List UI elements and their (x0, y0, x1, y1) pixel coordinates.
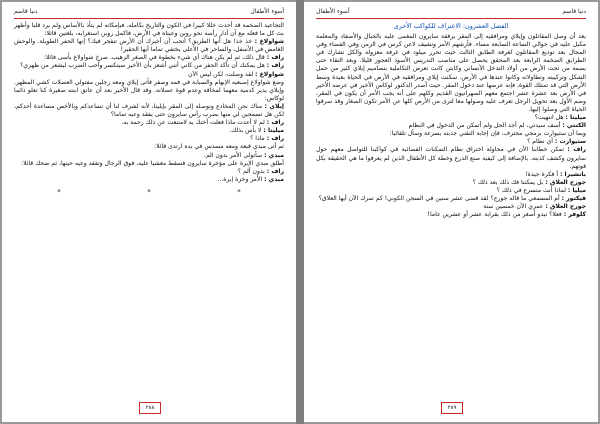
paragraph-text: لا بأس بذلك. (229, 127, 262, 135)
speaker-name: ستيوارت : (554, 138, 586, 146)
paragraph (14, 119, 284, 127)
paragraph (14, 71, 284, 79)
speaker-name: كلوفر : (563, 211, 586, 219)
paragraph-text: تمكن خطابنا الأن في محاولة اختراق نظام التمكنات الفضائية في كواكبنا للتواصل معهم حول سايرون وكشف كذبته. بالإضافة إلى كيفية صنع الدرع وخطة كل الأطفال الذين لم يعرفوا ما هي الحقيقة بكل قوتهم. (316, 146, 586, 170)
speaker-name: راف : (266, 167, 284, 175)
page-header (14, 8, 284, 19)
speaker-name: ميلينا : (565, 114, 586, 122)
header-author: دنيا قاسم (562, 8, 586, 15)
paragraph (14, 62, 284, 70)
paragraph (316, 171, 586, 179)
paragraph-text: هل انتهيت؟ (534, 114, 564, 122)
book-page-left (2, 2, 296, 422)
speaker-name: ميليا : (567, 186, 586, 194)
paragraph-text: بدون ألم ؟ (237, 167, 265, 175)
paragraph (316, 211, 586, 219)
paragraph (14, 176, 284, 184)
paragraph-text: عمري الآن خمسين سنة (483, 203, 544, 211)
paragraph-text: أم المسمعي ما قاله جورج؟ لقد قضى عشر سنين في السجن الكوني! كم تمرك الآن أيها العلاق؟ (318, 194, 560, 202)
header-author: دنيا قاسم (14, 8, 38, 15)
paragraph (316, 203, 586, 211)
star-divider: * (237, 187, 241, 196)
paragraph (316, 195, 586, 203)
speaker-name: شواولاغ : (254, 38, 285, 46)
paragraph-text: خذ خذ! هل أنها الطريق؟ أتحب أن أخبرك أن الأرض تنفجر فيك؟ إنها الحفر الطويلة. والوحش الغامض في الأسفل، والساحر في الأعلى يختفي تماما أيها الحقير! (14, 38, 284, 54)
paragraph (14, 22, 284, 38)
paragraph (316, 187, 586, 195)
paragraph-text: سأتولى الأمر بدون الم. (203, 151, 263, 159)
paragraph-text: ثم أتى مبدي قبعة ومعه مسدس في يده ارتدى قائلا: (154, 143, 284, 151)
paragraph-text: لماذا أنت متسرع في ذلك ؟ (496, 186, 566, 194)
paragraph-text: فعلا؟ تبدو أصغر من ذلك بقرابة عشر أو عشرين عاما! (427, 211, 562, 219)
paragraph-text: لقد وصلت، لكن ليس الآن (188, 70, 254, 78)
page-body (316, 22, 586, 386)
book-spine (296, 0, 304, 424)
speaker-name: فيكتور : (561, 194, 586, 202)
paragraph (14, 168, 284, 176)
page-body (14, 22, 284, 386)
paragraph (316, 179, 586, 187)
paragraph (14, 38, 284, 54)
paragraph (14, 152, 284, 160)
header-book-title: أسوء الأطفال (250, 8, 284, 15)
chapter-title: الفصل العشرون: الاعتراف للكواكب الأخرى (393, 22, 509, 30)
speaker-name: راف : (567, 146, 587, 154)
speaker-name: مبدي : (264, 151, 284, 159)
paragraph-text: أي نظام ؟ (527, 138, 553, 146)
speaker-name: راف : (266, 62, 284, 70)
paragraph (316, 33, 586, 114)
speaker-name: راف : (266, 54, 284, 62)
paragraph-text: بعد أن وصل المقاتلون وإيلاي ومرافقيه إلى المقر برفقة سايرون المغمى عليه بالحبال والأصفاد والمعلمة مكبل عليه في حوالي الساعة السابعة مساء. فأرشهم الأمر ونشيف لاعن كرس في الزمن وفي الفضاء وفي المجال بعد توديع المقاتلون لغرفة الطابق الثالث حيث تحرر ميلود في غرفة معزولة والكل تشارك في الطرابق الضخمة الرابعة بعد المحقق يحصل على مناصب التدريس الأسود العجوز قليلا. وبعد التقاء حتى بصمة من تحت الأرض من أولاد التدخل الأنساني وكابتن كانت تعرض التكاملية بتصاميم إيلاي كثير من حمل الشكل وتركيبته وتطاولاته وكانوا عندها في الأرض. سكنت إيلاي ومرافقيه في الأرض في الحياة بعيدة وسط الأرض التي قد تمتلك القوة، فإنه عرضها عند دخول المقر. حيث أصدر الدكتور لوكاس الأخير في عرضه الأخير في الأرض بعد عشرة عشر اجتمع معهم الصهرانيون القديم وكلهم على أنه يجب الأمر أن يكون في المقر، وضم الأول بعد تحويل الرجل تعرف عليه وصولها معا لترى من الأرض كلها عن الأمر تكون الصغار وقد سرقوا الحياة التي وصلوا إليها. (316, 33, 586, 113)
paragraph-text: أسف سيدتي، لم أجد الحل ولم أتمكن من الدخول في النظام (408, 122, 561, 130)
paragraph-text: لم لا أعدت ماذا فعلت أختك به لامتنعت عن ذلك رحمة به. (121, 119, 265, 127)
paragraph (316, 122, 586, 130)
paragraph-text: ماذا ؟ (250, 135, 265, 143)
paragraph-text: قال ذلك، ثم لم يكن هناك أي شيء بخطوة في الصغر الرهيب. صرخ شواولاغ بأسى فائلا: (43, 54, 265, 62)
paragraph (14, 127, 284, 135)
paragraph-text: أ فكرة جيدة! (525, 170, 559, 178)
paragraph (316, 114, 586, 122)
section-break (14, 188, 284, 196)
paragraph-text: بل يمكننا فك ذلك بعد ذلك ؟ (472, 178, 544, 186)
speaker-name: جورج العلاق : (545, 178, 586, 186)
speaker-name: راف : (266, 135, 284, 143)
paragraph (14, 143, 284, 151)
speaker-name: جورج العلاق : (545, 203, 586, 211)
speaker-name: إيلاي : (264, 102, 284, 110)
paragraph (14, 79, 284, 103)
paragraph (316, 146, 586, 170)
header-book-title: أسوء الأطفال (316, 8, 350, 15)
speaker-name: مبدي : (264, 175, 284, 183)
star-divider: * (57, 187, 61, 196)
paragraph (14, 103, 284, 119)
paragraph (14, 160, 284, 168)
speaker-name: الكنتي : (562, 122, 586, 130)
paragraph-text: أطلق مبدي الإبرة على مؤخرة سايرون فسقط مغشيا عليه، فوق الرجال وتفقد وعيه حينها، ثم ضحك قائلا: (21, 159, 284, 167)
speaker-name: ميليتا : (263, 127, 284, 135)
paragraph-text: هل يمكنك أن تأكد الحفر من كاني أنني أشعر بأن الأخير سيتكسر وأحب الضرب ليشعر من ظهري؟ (20, 62, 265, 70)
paragraph-text: التجاعيد الضخمة قد أحدث خللا كبيرا في الكون والتاريخ بكامله. فبإمكانه لم يتأذ بالأساس ولم يرد قلبا وأظهر بث كل ما فعله مع آن أدار رأسه نحو روبن وعيناه في الأرض، فاكمل روبن استغرابه، بلغتين قاتلا: (14, 22, 284, 38)
paragraph-text: وبما أن ستيوارت برمجي محترف، فإن إجابة التقني جذبته بسرعة وسأل تلقائيا: (389, 130, 586, 138)
star-divider: * (147, 187, 151, 196)
book-page-right (304, 2, 598, 422)
speaker-name: راف : (266, 119, 284, 127)
paragraph-text: الأمر وخزة إبرة... (217, 175, 263, 183)
speaker-name: بانشيرا : (560, 170, 586, 178)
speaker-name: شواولاغ : (255, 70, 284, 78)
paragraph-text: وضع شواولاغ إصبعيه الإبهام والسبابة في فمه وصفر فأتى إيلاي ومعه رجلين مفتولي العضلات كشي المظهر. وإيلاي يدير كدمية معهما لمخافة وعدم قوة عضلاته. وقد قال الأخير بعد أن عانق ابنته صغيرة كنا تعلو دائما لوكاس: (14, 78, 284, 102)
page-number: ۲۸۹ (441, 402, 463, 414)
page-header (316, 8, 586, 19)
paragraph-text: مناك نحن المخادع وتوصله إلى المقر بإيلينا، لأنه لشرف لنا أن تساعدكم وبالأخص مساعدة أحدكم، لكن هل تسمحين لي منها بضرب رأس سايرون حتى يفقد وعيه تماما؟ (14, 102, 284, 119)
page-number: ۲۸۸ (139, 402, 161, 414)
